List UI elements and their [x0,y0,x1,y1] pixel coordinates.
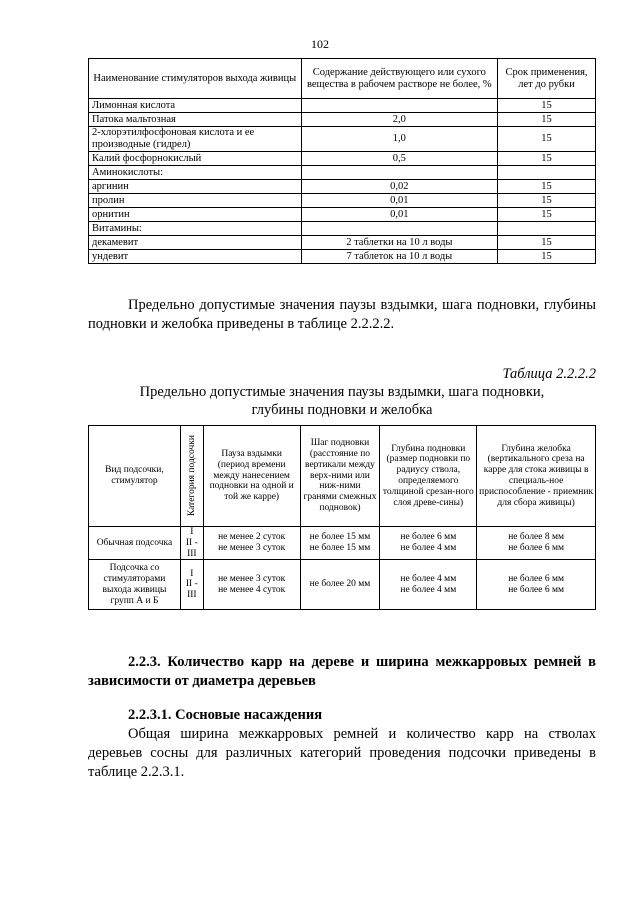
table-header-row [89,426,596,527]
header-depth: Глубина подновки (размер подновки по радиусу ствола, определяемого толщиной срезан-ного слоя древе-сины) [380,426,477,527]
stimulator-name: Патока мальтозная [89,113,302,127]
groove-cell [477,527,596,560]
substance-content: 0,01 [301,194,498,208]
paragraph-text: Общая ширина межкарровых ремней и количество карр на стволах деревьев сосны для различных категорий проведения подсочки приведены в таблице 2.2.3.1. [88,726,596,780]
groove-cell [477,560,596,610]
stimulator-group: Аминокислоты: [89,166,302,180]
application-term [498,222,596,236]
groove-value: не более 6 мм [508,574,565,585]
substance-content [301,166,498,180]
depth-value: не более 4 мм [400,543,457,554]
table-row [89,250,596,264]
substance-content: 0,02 [301,180,498,194]
category-cell [180,527,203,560]
stimulator-name: аргинин [89,180,302,194]
application-term: 15 [498,236,596,250]
stimulator-name: декамевит [89,236,302,250]
step-cell [300,560,380,610]
substance-content: 0,5 [301,152,498,166]
category-value: II - III [185,579,198,601]
table-title-line: Предельно допустимые значения паузы вздымки, шага подновки, [139,384,545,400]
header-tapping-type: Вид подсочки, стимулятор [89,426,181,527]
tapping-limits-table [88,425,596,610]
application-term [498,166,596,180]
tapping-type: Подсочка со стимуляторами выхода живицы групп А и Б [89,560,181,610]
table-row [89,560,596,610]
application-term: 15 [498,127,596,152]
pause-value: не менее 3 суток [218,574,286,585]
application-term: 15 [498,113,596,127]
table-row [89,127,596,152]
table-title [88,383,596,419]
table-row [89,236,596,250]
tapping-type: Обычная подсочка [89,527,181,560]
substance-content: 2 таблетки на 10 л воды [301,236,498,250]
stimulator-name: ундевит [89,250,302,264]
table-label: Таблица 2.2.2.2 [502,366,596,382]
depth-cell [380,560,477,610]
stimulator-name: Калий фосфорнокислый [89,152,302,166]
category-cell [180,560,203,610]
header-category-text: Категория подсочки [186,435,197,517]
pause-value: не менее 4 суток [218,584,286,595]
table-row [89,152,596,166]
application-term: 15 [498,250,596,264]
header-substance-content: Содержание действующего или сухого вещества в рабочем растворе не более, % [301,59,498,99]
page-number: 102 [311,37,329,51]
header-application-term: Срок применения, лет до рубки [498,59,596,99]
depth-cell [380,527,477,560]
header-groove: Глубина желобка (вертикального среза на карре для стока живицы в специаль-ное приспособление - приемник для сбора живицы) [477,426,596,527]
application-term: 15 [498,194,596,208]
step-value: не более 15 мм [309,532,371,543]
substance-content: 7 таблеток на 10 л воды [301,250,498,264]
category-value: II - III [185,537,198,559]
stimulators-table [88,58,596,264]
table-row [89,208,596,222]
paragraph-body [88,725,596,782]
depth-value: не более 4 мм [400,574,457,585]
stimulator-group: Витамины: [89,222,302,236]
table-row [89,194,596,208]
paragraph-text: Предельно допустимые значения паузы вздымки, шага подновки, глубины подновки и желобка приведены в таблице 2.2.2.2. [88,297,596,332]
stimulator-name: 2-хлорэтилфосфоновая кислота и ее производные (гидрел) [89,127,302,152]
stimulator-name: Лимонная кислота [89,99,302,113]
groove-value: не более 6 мм [508,543,565,554]
pause-cell [203,560,300,610]
table-title-line: глубины подновки и желобка [251,402,433,418]
depth-value: не более 6 мм [400,532,457,543]
step-value: не более 15 мм [309,543,371,554]
step-value: не более 20 мм [309,579,371,590]
pause-value: не менее 2 суток [218,532,286,543]
header-step: Шаг подновки (расстояние по вертикали между верх-ними или ниж-ними гранями смежных подновок) [300,426,380,527]
pause-cell [203,527,300,560]
header-pause: Пауза вздымки (период времени между нанесением подновки на одной и той же карре) [203,426,300,527]
table-row [89,166,596,180]
pause-value: не менее 3 суток [218,543,286,554]
subsection-heading: 2.2.3.1. Сосновые насаждения [128,707,323,723]
stimulator-name: пролин [89,194,302,208]
table-row [89,99,596,113]
application-term: 15 [498,208,596,222]
stimulator-name: орнитин [89,208,302,222]
paragraph-intro [88,296,596,334]
substance-content: 1,0 [301,127,498,152]
header-stimulator-name: Наименование стимуляторов выхода живицы [89,59,302,99]
substance-content [301,99,498,113]
application-term: 15 [498,99,596,113]
substance-content: 2,0 [301,113,498,127]
table-row [89,113,596,127]
substance-content [301,222,498,236]
category-value: I [190,527,194,537]
table-row [89,222,596,236]
section-heading: 2.2.3. Количество карр на дереве и ширина межкарровых ремней в зависимости от диаметра деревьев [88,654,596,689]
depth-value: не более 4 мм [400,584,457,595]
application-term: 15 [498,152,596,166]
category-value: I [190,568,194,579]
table-row [89,527,596,560]
table-row [89,180,596,194]
step-cell [300,527,380,560]
groove-value: не более 6 мм [508,584,565,595]
application-term: 15 [498,180,596,194]
header-category [180,426,203,527]
table-header-row [89,59,596,99]
substance-content: 0,01 [301,208,498,222]
groove-value: не более 8 мм [508,532,565,543]
